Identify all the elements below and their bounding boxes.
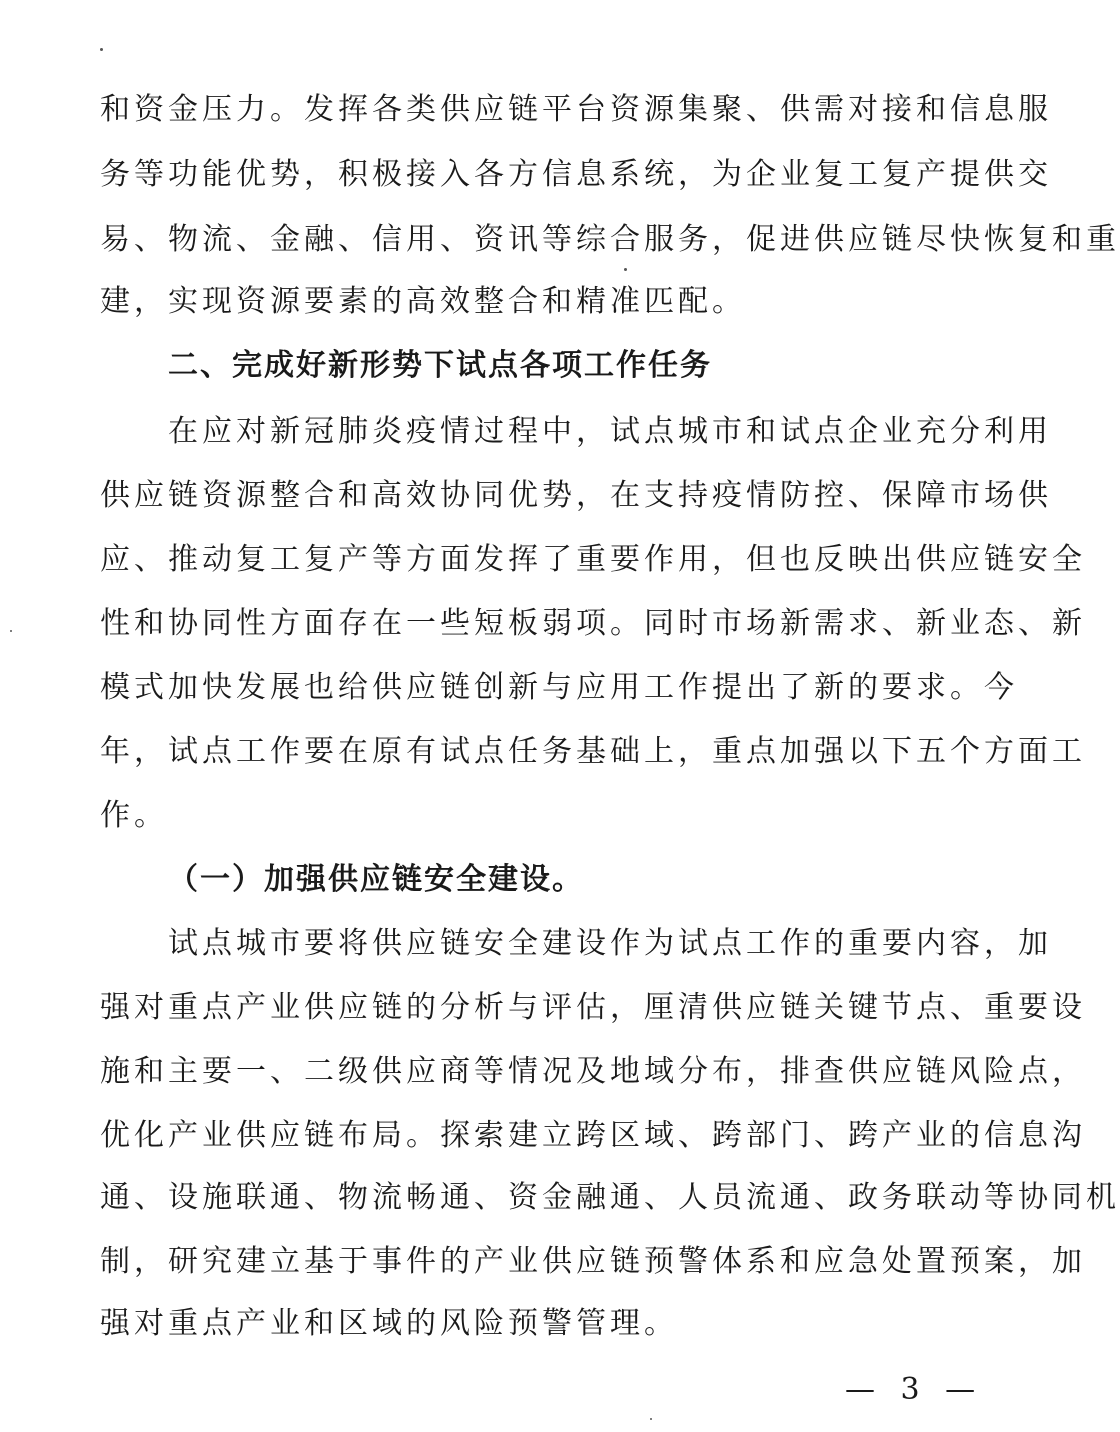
scan-speck [624,268,627,271]
subsection-heading: （一）加强供应链安全建设。 [168,862,584,897]
paragraph-1-line-4: 建，实现资源要素的高效整合和精准匹配。 [100,284,746,319]
paragraph-2-line-3: 应、推动复工复产等方面发挥了重要作用，但也反映出供应链安全 [100,542,1086,577]
paragraph-2-line-4: 性和协同性方面存在一些短板弱项。同时市场新需求、新业态、新 [100,606,1086,641]
paragraph-3-line-3: 施和主要一、二级供应商等情况及地域分布，排查供应链风险点， [100,1054,1086,1089]
paragraph-2-line-5: 模式加快发展也给供应链创新与应用工作提出了新的要求。今 [100,670,1018,705]
paragraph-3-line-2: 强对重点产业供应链的分析与评估，厘清供应链关键节点、重要设 [100,990,1086,1025]
page-number: — 3 — [845,1372,984,1407]
paragraph-2-line-7: 作。 [100,798,168,833]
paragraph-2-line-6: 年，试点工作要在原有试点任务基础上，重点加强以下五个方面工 [100,734,1086,769]
paragraph-2-line-1: 在应对新冠肺炎疫情过程中，试点城市和试点企业充分利用 [168,414,1052,449]
paragraph-1-line-3: 易、物流、金融、信用、资讯等综合服务，促进供应链尽快恢复和重 [100,222,1120,257]
paragraph-3-line-6: 制，研究建立基于事件的产业供应链预警体系和应急处置预案，加 [100,1244,1086,1279]
paragraph-1-line-2: 务等功能优势，积极接入各方信息系统，为企业复工复产提供交 [100,157,1052,192]
scan-speck [650,1418,652,1420]
paragraph-3-line-7: 强对重点产业和区域的风险预警管理。 [100,1306,678,1341]
scan-speck [10,630,12,632]
scan-speck [100,48,103,51]
paragraph-3-line-1: 试点城市要将供应链安全建设作为试点工作的重要内容，加 [168,926,1052,961]
paragraph-2-line-2: 供应链资源整合和高效协同优势，在支持疫情防控、保障市场供 [100,478,1052,513]
paragraph-3-line-5: 通、设施联通、物流畅通、资金融通、人员流通、政务联动等协同机 [100,1180,1120,1215]
paragraph-3-line-4: 优化产业供应链布局。探索建立跨区域、跨部门、跨产业的信息沟 [100,1118,1086,1153]
paragraph-1-line-1: 和资金压力。发挥各类供应链平台资源集聚、供需对接和信息服 [100,92,1052,127]
section-heading: 二、完成好新形势下试点各项工作任务 [168,348,712,383]
